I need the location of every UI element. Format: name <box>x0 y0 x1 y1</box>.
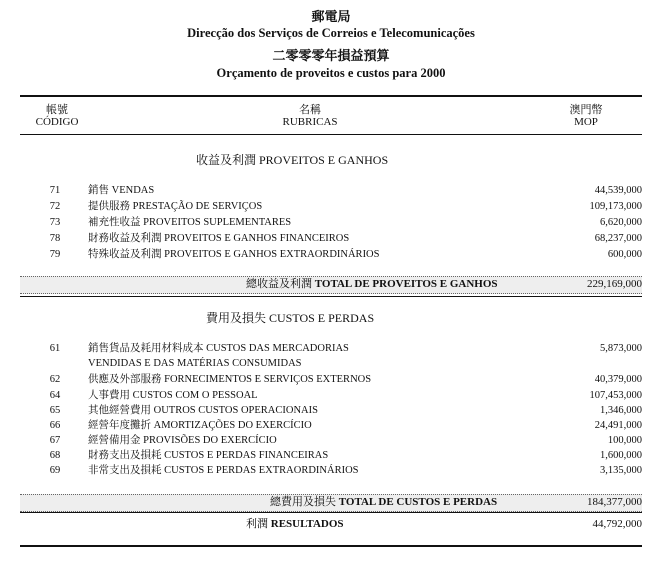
row-value: 3,135,000 <box>600 465 642 476</box>
row-code: 69 <box>49 465 61 476</box>
footer-rule <box>20 545 642 547</box>
table-row <box>0 215 662 230</box>
row-value: 6,620,000 <box>600 217 642 228</box>
table-row <box>0 448 662 463</box>
row-code: 78 <box>49 233 61 244</box>
column-rubric <box>280 104 340 128</box>
row-value: 68,237,000 <box>594 233 642 244</box>
row-code: 67 <box>49 435 61 446</box>
table-row <box>0 199 662 214</box>
income-total-label-pt: TOTAL DE PROVEITOS E GANHOS <box>314 278 498 290</box>
column-code-pt: CÓDIGO <box>35 116 79 128</box>
header-rule <box>20 95 642 97</box>
costs-total-value: 184,377,000 <box>587 496 642 508</box>
row-label: 其他經營費用 OUTROS CUSTOS OPERACIONAIS <box>88 405 318 416</box>
row-label: 財務支出及損耗 CUSTOS E PERDAS FINANCEIRAS <box>88 450 329 461</box>
org-name-pt: Direcção dos Serviços de Correios e Telecomunicações <box>187 26 475 40</box>
income-total-value: 229,169,000 <box>587 278 642 290</box>
column-code-zh: 帳號 <box>46 104 68 116</box>
title-pt: Orçamento de proveitos e custos para 2000 <box>216 66 446 80</box>
row-value: 1,346,000 <box>600 405 642 416</box>
row-label: 銷售 VENDAS <box>88 185 155 196</box>
row-code: 61 <box>49 343 61 354</box>
column-currency-zh: 澳門幣 <box>569 104 603 116</box>
result-label-pt: RESULTADOS <box>270 518 344 530</box>
column-code <box>32 104 82 128</box>
table-row <box>0 372 662 387</box>
row-value: 44,539,000 <box>594 185 642 196</box>
table-row <box>0 403 662 418</box>
income-section-rule <box>20 296 642 297</box>
row-code: 66 <box>49 420 61 431</box>
costs-total-label-zh: 總費用及損失 <box>270 496 336 508</box>
table-row <box>0 183 662 198</box>
row-value: 40,379,000 <box>594 374 642 385</box>
result-value: 44,792,000 <box>592 518 642 530</box>
table-row <box>0 231 662 246</box>
row-value: 5,873,000 <box>600 343 642 354</box>
row-code: 62 <box>49 374 61 385</box>
table-row <box>0 247 662 262</box>
row-label: 經營備用金 PROVISÕES DO EXERCÍCIO <box>88 435 277 446</box>
title-zh: 二零零零年損益預算 <box>272 48 390 63</box>
costs-heading: 費用及損失 CUSTOS E PERDAS <box>206 311 375 325</box>
result-label-zh: 利潤 <box>246 518 268 530</box>
income-total-label <box>246 276 498 292</box>
table-row <box>0 463 662 478</box>
table-row <box>0 388 662 403</box>
row-label: 供應及外部服務 FORNECIMENTOS E SERVIÇOS EXTERNOS <box>88 374 372 385</box>
row-label: 特殊收益及利潤 PROVEITOS E GANHOS EXTRAORDINÁRIOS <box>88 249 380 260</box>
row-label: 經營年度攤折 AMORTIZAÇÕES DO EXERCÍCIO <box>88 420 312 431</box>
column-header-rule <box>20 134 642 135</box>
column-rubric-pt: RUBRICAS <box>282 116 338 128</box>
column-currency-pt: MOP <box>574 116 598 128</box>
column-rubric-zh: 名稱 <box>299 104 321 116</box>
row-label: 非常支出及損耗 CUSTOS E PERDAS EXTRAORDINÁRIOS <box>88 465 359 476</box>
row-code: 68 <box>49 450 61 461</box>
row-value: 24,491,000 <box>594 420 642 431</box>
income-total-label-zh: 總收益及利潤 <box>246 278 312 290</box>
row-value: 1,600,000 <box>600 450 642 461</box>
costs-total-label <box>270 494 497 510</box>
row-label: 財務收益及利潤 PROVEITOS E GANHOS FINANCEIROS <box>88 233 350 244</box>
row-label: 人事費用 CUSTOS COM O PESSOAL <box>88 390 258 401</box>
table-row <box>0 341 662 371</box>
row-value: 107,453,000 <box>589 390 642 401</box>
row-value: 109,173,000 <box>589 201 642 212</box>
row-code: 73 <box>49 217 61 228</box>
row-value: 100,000 <box>607 435 642 446</box>
row-code: 71 <box>49 185 61 196</box>
table-row <box>0 433 662 448</box>
income-heading: 收益及利潤 PROVEITOS E GANHOS <box>196 153 389 167</box>
result-label <box>246 516 344 532</box>
row-label: 補充性收益 PROVEITOS SUPLEMENTARES <box>88 217 292 228</box>
org-name-zh: 郵電局 <box>311 9 351 24</box>
row-value: 600,000 <box>607 249 642 260</box>
row-label-continuation: VENDIDAS E DAS MATÉRIAS CONSUMIDAS <box>88 358 302 369</box>
row-code: 72 <box>49 201 61 212</box>
costs-total-label-pt: TOTAL DE CUSTOS E PERDAS <box>338 496 498 508</box>
row-label: 提供服務 PRESTAÇÃO DE SERVIÇOS <box>88 201 263 212</box>
row-code: 65 <box>49 405 61 416</box>
table-row <box>0 418 662 433</box>
costs-section-rule <box>20 512 642 513</box>
row-code: 64 <box>49 390 61 401</box>
row-label: 銷售貨品及耗用材料成本 CUSTOS DAS MERCADORIAS <box>88 343 349 354</box>
row-code: 79 <box>49 249 61 260</box>
column-currency <box>556 104 616 128</box>
